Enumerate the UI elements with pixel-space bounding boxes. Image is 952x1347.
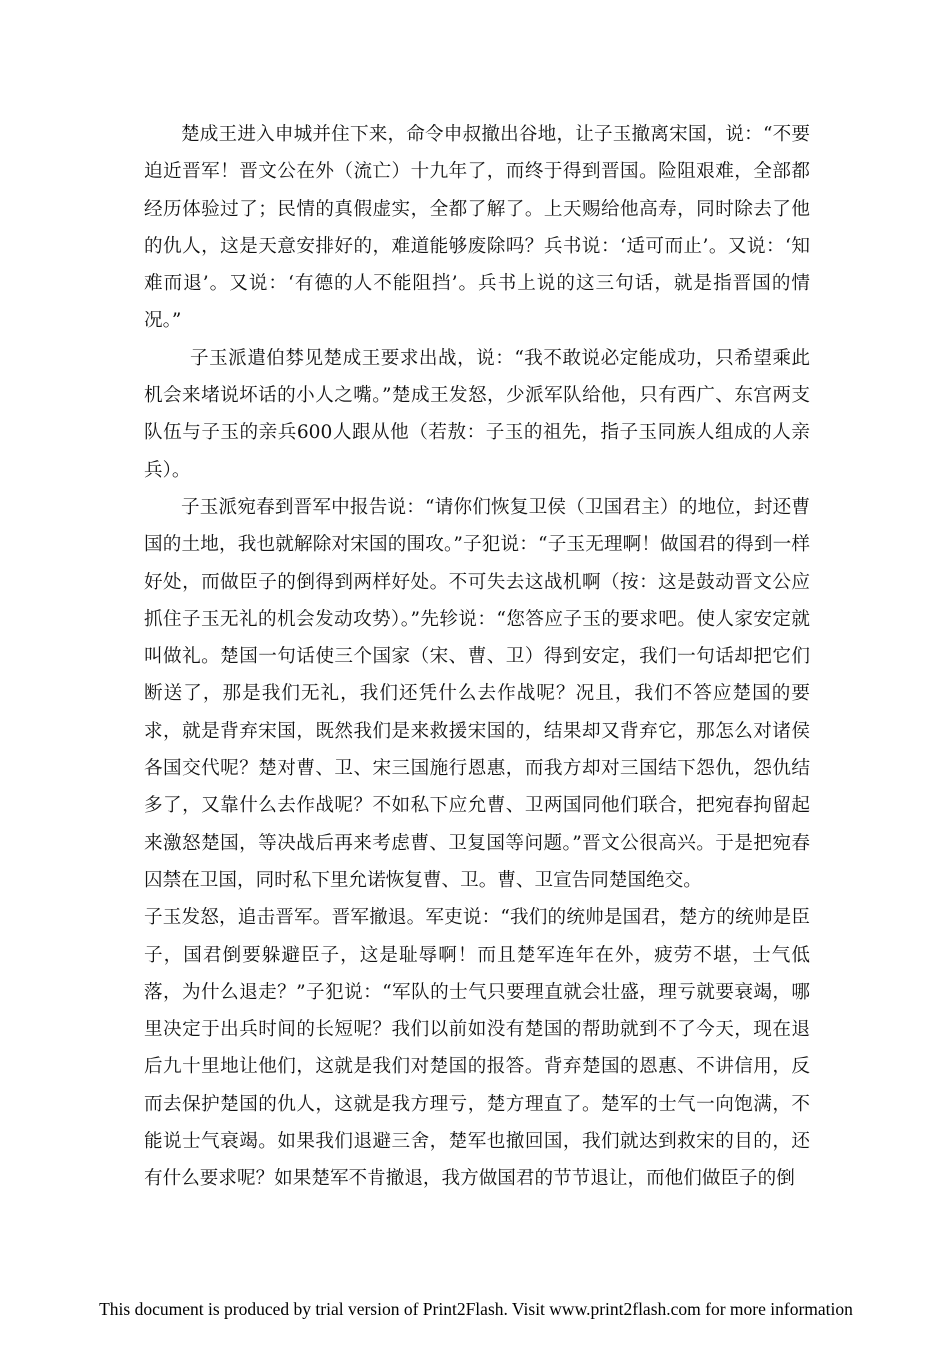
trial-watermark-footer: This document is produced by trial version of Print2Flash. Visit www.print2flash.com for more information [99,1299,853,1319]
paragraph-1: 楚成王进入申城并住下来，命令申叔撤出谷地，让子玉撤离宋国，说：“不要迫近晋军！晋文公在外（流亡）十九年了，而终于得到晋国。险阻艰难，全部都经历体验过了；民情的真假虚实，全都了解了。上天赐给他高寿，同时除去了他的仇人，这是天意安排好的，难道能够废除吗？兵书说：‘适可而止’。又说：‘知难而退’。又说：‘有德的人不能阻挡’。兵书上说的这三句话，就是指晋国的情况。” [144,124,810,332]
paragraph-2: 子玉派遣伯棼见楚成王要求出战，说：“我不敢说必定能成功，只希望乘此机会来堵说坏话的小人之嘴。”楚成王发怒，少派军队给他，只有西广、东宫两支队伍与子玉的亲兵600人跟从他（若敖：子玉的祖先，指子玉同族人组成的人亲兵）。 [144,347,810,481]
document-body [144,116,810,1198]
paragraph-3: 子玉派宛春到晋军中报告说：“请你们恢复卫侯（卫国君主）的地位，封还曹国的土地，我也就解除对宋国的围攻。”子犯说：“子玉无理啊！做国君的得到一样好处，而做臣子的倒得到两样好处。不可失去这战机啊（按：这是鼓动晋文公应抓住子玉无礼的机会发动攻势）。”先轸说：“您答应子玉的要求吧。使人家安定就叫做礼。楚国一句话使三个国家（宋、曹、卫）得到安定，我们一句话却把它们断送了，那是我们无礼，我们还凭什么去作战呢？况且，我们不答应楚国的要求，就是背弃宋国，既然我们是来救援宋国的，结果却又背弃它，那怎么对诸侯各国交代呢？楚对曹、卫、宋三国施行恩惠，而我方却对三国结下怨仇，怨仇结多了，又靠什么去作战呢？不如私下应允曹、卫两国同他们联合，把宛春拘留起来激怒楚国，等决战后再来考虑曹、卫复国等问题。”晋文公很高兴。于是把宛春囚禁在卫国，同时私下里允诺恢复曹、卫。曹、卫宣告同楚国绝交。 [144,496,810,891]
paragraph-4: 子玉发怒，追击晋军。晋军撤退。军吏说：“我们的统帅是国君，楚方的统帅是臣子，国君倒要躲避臣子，这是耻辱啊！而且楚军连年在外，疲劳不堪，士气低落，为什么退走？”子犯说：“军队的士气只要理直就会壮盛，理亏就要衰竭，哪里决定于出兵时间的长短呢？我们以前如没有楚国的帮助就到不了今天，现在退后九十里地让他们，这就是我们对楚国的报答。背弃楚国的恩惠、不讲信用，反而去保护楚国的仇人，这就是我方理亏，楚方理直了。楚军的士气一向饱满，不能说士气衰竭。如果我们退避三舍，楚军也撤回国，我们就达到救宋的目的，还有什么要求呢？如果楚军不肯撤退，我方做国君的节节退让，而他们做臣子的倒 [144,907,810,1190]
